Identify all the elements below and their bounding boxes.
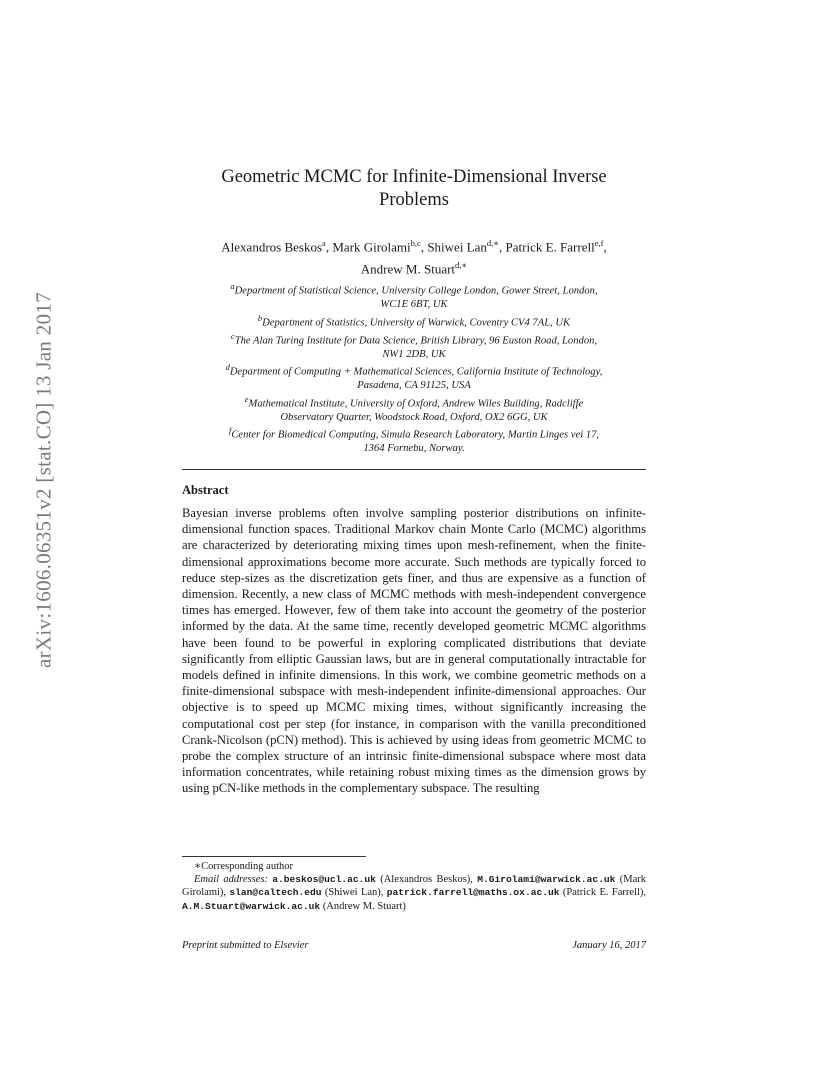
- email-label: Email addresses:: [194, 874, 268, 886]
- author-separator: ,: [603, 239, 607, 255]
- email-owner: (Alexandros Beskos),: [375, 874, 478, 886]
- affiliation-mark: c: [230, 330, 235, 341]
- affiliation-text: Observatory Quarter, Woodstock Road, Oxford, OX2 6GG, UK: [280, 411, 548, 423]
- author-affil-mark: b,c: [410, 238, 421, 248]
- email-addresses: [182, 873, 646, 913]
- author-affil-mark: a: [322, 238, 326, 248]
- arxiv-identifier: arXiv:1606.06351v2 [stat.CO] 13 Jan 2017: [31, 292, 56, 668]
- title-line-2: Problems: [379, 190, 449, 210]
- email-owner: (Andrew M. Stuart): [320, 900, 406, 912]
- affiliation-d: [182, 361, 646, 393]
- affiliation-text: Department of Statistics, University of Warwick, Coventry CV4 7AL, UK: [262, 317, 571, 329]
- affiliation-e: [182, 393, 646, 425]
- affiliation-text: Department of Computing + Mathematical Sciences, California Institute of Technology,: [229, 366, 603, 378]
- email-link[interactable]: a.beskos@ucl.ac.uk: [272, 874, 376, 886]
- author-name: Shiwei Lan: [427, 239, 487, 255]
- email-owner: (Shiwei Lan),: [321, 887, 387, 899]
- email-link[interactable]: patrick.farrell@maths.ox.ac.uk: [386, 887, 560, 899]
- affiliation-text: Department of Statistical Science, University College London, Gower Street, London,: [234, 285, 598, 297]
- page-footer: [182, 940, 646, 951]
- author-list: [182, 234, 646, 279]
- author-separator: ,: [325, 239, 333, 255]
- affiliation-mark: a: [230, 281, 235, 291]
- author-name: Alexandros Beskos: [221, 239, 323, 255]
- corresponding-author-note: ∗Corresponding author: [194, 861, 293, 872]
- author-affil-mark: e,f: [594, 238, 604, 248]
- footnotes: [182, 860, 646, 913]
- affiliation-mark: d: [225, 362, 230, 373]
- author-name: Patrick E. Farrell: [505, 239, 595, 255]
- affiliation-text: Mathematical Institute, University of Oxford, Andrew Wiles Building, Radcliffe: [248, 398, 584, 410]
- abstract-text: Bayesian inverse problems often involve sampling posterior distributions on infinite-dimensional function spaces. Traditional Markov chain Monte Carlo (MCMC) algorithms are characterized by deteriorating mixing times upon mesh-refinement, when the finite-dimensional approximations become more accurate. Such methods are typically forced to reduce step-sizes as the discretization gets finer, and thus are expensive as a function of dimension. Recently, a new class of MCMC methods with mesh-independent convergence times has emerged. However, few of them take into account the geometry of the posterior informed by the data. At the same time, recently developed geometric MCMC algorithms have been found to be powerful in exploring complicated distributions that deviate significantly from elliptic Gaussian laws, but are in general computationally intractable for models defined in infinite dimensions. In this work, we combine geometric methods on a finite-dimensional subspace with mesh-independent infinite-dimensional approaches. Our objective is to speed up MCMC mixing times, without significantly increasing the computational cost per step (for instance, in comparison with the vanilla preconditioned Crank-Nicolson (pCN) method). This is achieved by using ideas from geometric MCMC to probe the complex structure of an intrinsic finite-dimensional subspace where most data information concentrates, while retaining robust mixing times as the dimension grows by using pCN-like methods in the complementary subspace. The resulting: [182, 506, 646, 796]
- email-owner: (Patrick E. Farrell),: [559, 887, 646, 899]
- email-link[interactable]: M.Girolami@warwick.ac.uk: [477, 874, 616, 886]
- affiliation-mark: e: [244, 393, 249, 404]
- affiliation-mark: f: [228, 425, 232, 436]
- footer-date: January 16, 2017: [572, 940, 646, 951]
- affiliation-text: WC1E 6BT, UK: [380, 299, 448, 311]
- affiliation-f: [182, 424, 646, 456]
- affiliation-text: Pasadena, CA 91125, USA: [357, 380, 471, 392]
- affiliation-list: [182, 280, 646, 456]
- affiliation-text: NW1 2DB, UK: [382, 348, 446, 360]
- abstract-divider: [182, 469, 646, 470]
- author-separator: ,: [420, 239, 428, 255]
- affiliation-c: [182, 330, 646, 362]
- author-affil-mark: d,∗: [455, 260, 468, 271]
- footer-preprint-note: Preprint submitted to Elsevier: [182, 940, 309, 951]
- affiliation-text: 1364 Fornebu, Norway.: [363, 443, 465, 455]
- author-name: Mark Girolami: [332, 239, 411, 255]
- abstract-heading: Abstract: [182, 483, 229, 497]
- email-link[interactable]: slan@caltech.edu: [229, 887, 322, 899]
- title-line-1: Geometric MCMC for Infinite-Dimensional Inverse: [221, 167, 607, 187]
- affiliation-b: [182, 312, 646, 330]
- affiliation-a: [182, 280, 646, 312]
- author-name: Andrew M. Stuart: [360, 261, 456, 277]
- email-owner: (Mark Girolami),: [182, 874, 647, 899]
- affiliation-text: Center for Biomedical Computing, Simula Research Laboratory, Martin Linges vei 17,: [231, 429, 600, 441]
- author-separator: ,: [499, 239, 506, 255]
- affiliation-mark: b: [257, 312, 263, 323]
- footnote-divider: [182, 856, 366, 857]
- email-link[interactable]: A.M.Stuart@warwick.ac.uk: [182, 900, 321, 912]
- author-affil-mark: d,∗: [486, 238, 500, 248]
- paper-title: [182, 166, 646, 212]
- affiliation-text: The Alan Turing Institute for Data Science, British Library, 96 Euston Road, London,: [234, 335, 598, 347]
